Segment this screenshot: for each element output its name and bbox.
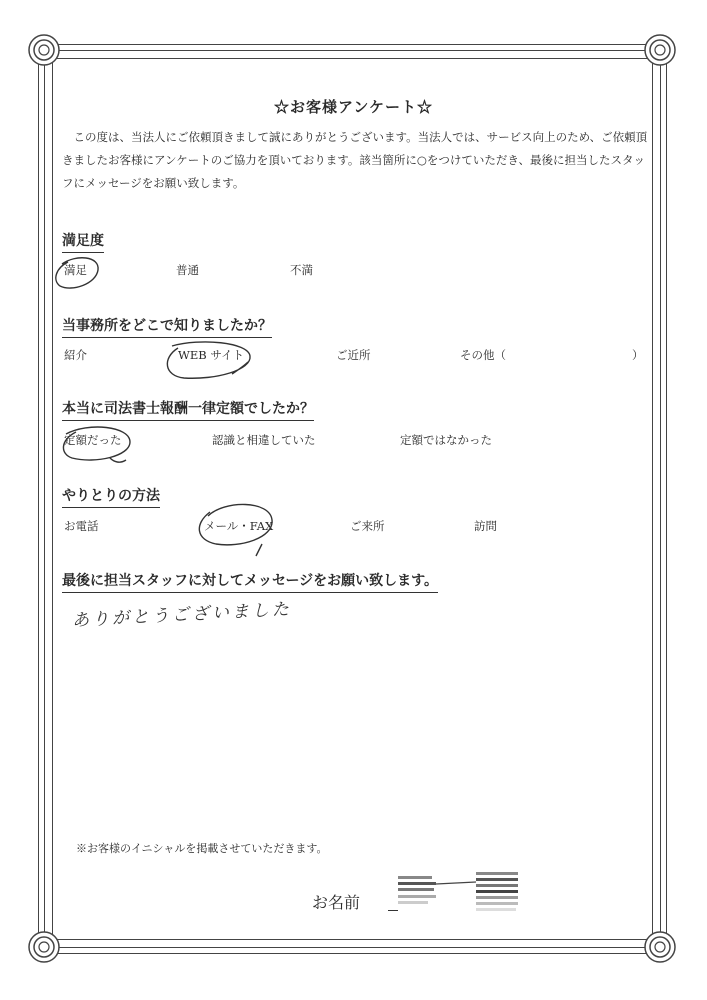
corner-ornament-icon (643, 33, 677, 67)
q2-option-other-close: ） (632, 348, 644, 362)
q1-option-unsatisfied[interactable]: 不満 (290, 263, 313, 277)
page-title: ☆お客様アンケート☆ (273, 98, 434, 116)
q1-heading: 満足度 (62, 230, 104, 253)
q2-option-neighborhood[interactable]: ご近所 (336, 348, 371, 362)
q1-option-satisfied[interactable]: 満足 (64, 263, 87, 277)
q1-option-normal[interactable]: 普通 (176, 263, 199, 277)
handwritten-message: ありがとうございました (71, 599, 293, 631)
q4-option-visit-office[interactable]: ご来所 (350, 519, 385, 533)
corner-ornament-icon (643, 930, 677, 964)
q4-heading: やりとりの方法 (62, 485, 160, 508)
initials-notice: ※お客様のイニシャルを掲載させていただきます。 (76, 842, 328, 855)
intro-paragraph: この度は、当法人にご依頼頂きまして誠にありがとうございます。当法人では、サービス向上のため、ご依頼頂きましたお客様にアンケートのご協力を頂いております。該当箇所に○をつけていただき、最後に担当したスタッフにメッセージをお願い致します。 (62, 130, 648, 190)
name-label: お名前 (312, 893, 361, 912)
q4-option-phone[interactable]: お電話 (64, 519, 99, 533)
q3-heading: 本当に司法書士報酬一律定額でしたか？ (62, 398, 314, 421)
corner-ornament-icon (27, 33, 61, 67)
q3-option-different[interactable]: 認識と相違していた (212, 433, 316, 447)
q2-option-other[interactable]: その他（ (460, 348, 506, 362)
corner-ornament-icon (27, 930, 61, 964)
q4-option-email-fax[interactable]: メール・FAX (204, 519, 274, 533)
q3-option-flat-rate[interactable]: 定額だった (64, 433, 122, 447)
q3-option-not-flat[interactable]: 定額ではなかった (400, 433, 492, 447)
q4-option-home-visit[interactable]: 訪問 (474, 519, 497, 533)
q2-option-referral[interactable]: 紹介 (64, 348, 87, 362)
q2-heading: 当事務所をどこで知りましたか？ (62, 315, 272, 338)
q5-heading: 最後に担当スタッフに対してメッセージをお願い致します。 (62, 570, 438, 593)
q2-option-website[interactable]: WEB サイト (178, 348, 245, 362)
redacted-initials (396, 868, 520, 918)
